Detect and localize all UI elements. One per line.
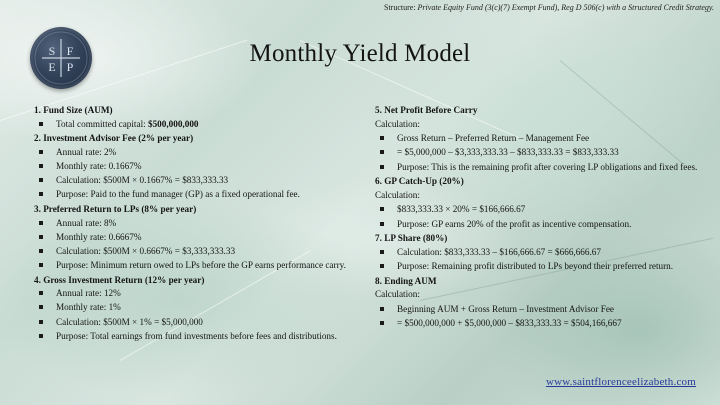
list-item [375, 204, 705, 216]
section-title: 3. Preferred Return to LPs (8% per year) [34, 203, 197, 214]
bullet-icon [39, 164, 43, 168]
list-item [34, 302, 352, 314]
bullet-icon [380, 165, 384, 169]
item-text: Purpose: This is the remaining profit after covering LP obligations and fixed fees. [397, 161, 698, 172]
list-item [34, 161, 352, 173]
bullet-icon [380, 321, 384, 325]
structure-text: Private Equity Fund (3(c)(7) Exempt Fund), Reg D 506(c) with a Structured Credit Strategy. [417, 3, 714, 12]
seal-letter: F [66, 44, 74, 58]
bullet-icon [380, 136, 384, 140]
section-title: 7. LP Share (80%) [375, 233, 448, 244]
bullet-icon [39, 221, 43, 225]
list-item [34, 119, 352, 131]
calculation-label: Calculation: [375, 289, 420, 300]
calculation-label: Calculation: [375, 189, 420, 200]
bullet-icon [39, 334, 43, 338]
item-text: Annual rate: 2% [56, 146, 117, 157]
list-item [375, 133, 705, 145]
list-item [34, 260, 352, 272]
item-text: Calculation: $833,333.33 – $166,666.67 = $666,666.67 [397, 246, 601, 257]
item-text: Beginning AUM + Gross Return – Investment Advisor Fee [397, 303, 614, 314]
bullet-icon [380, 307, 384, 311]
bullet-icon [380, 250, 384, 254]
list-item [375, 304, 705, 316]
bullet-icon [380, 150, 384, 154]
bullet-icon [39, 150, 43, 154]
structure-note [384, 3, 714, 12]
section-title: 8. Ending AUM [375, 275, 437, 286]
bullet-list [34, 288, 352, 342]
bullet-icon [39, 291, 43, 295]
list-item [375, 162, 705, 174]
bullet-list [375, 247, 705, 273]
item-text: Purpose: Minimum return owed to LPs before the GP earns performance carry. [56, 260, 346, 271]
bullet-icon [380, 264, 384, 268]
right-column [375, 105, 705, 332]
left-column [34, 105, 352, 345]
list-item [34, 331, 352, 343]
item-text: Calculation: $500M × 0.6667% = $3,333,333.33 [56, 245, 236, 256]
website-link[interactable]: www.saintflorenceelizabeth.com [545, 376, 696, 388]
bullet-list [375, 304, 705, 330]
section-title: 2. Investment Advisor Fee (2% per year) [34, 133, 194, 144]
seal-letter: P [66, 60, 74, 74]
section-title: 5. Net Profit Before Carry [375, 105, 478, 115]
item-text: Annual rate: 8% [56, 217, 117, 228]
item-text: Monthly rate: 0.1667% [56, 160, 142, 171]
item-text: = $5,000,000 – $3,333,333.33 – $833,333.33 = $833,333.33 [397, 147, 619, 158]
item-text: Calculation: $500M × 0.1667% = $833,333.33 [56, 175, 229, 186]
item-value: $500,000,000 [147, 118, 199, 129]
bullet-list [34, 218, 352, 272]
item-text: Annual rate: 12% [56, 288, 121, 299]
section-title: 1. Fund Size (AUM) [34, 105, 113, 115]
bullet-icon [39, 122, 43, 126]
item-text: Monthly rate: 1% [56, 302, 121, 313]
bullet-icon [39, 178, 43, 182]
list-item [375, 219, 705, 231]
bullet-icon [39, 305, 43, 309]
seal-letter: S [48, 44, 56, 58]
item-text: Purpose: Total earnings from fund investments before fees and distributions. [56, 330, 337, 341]
calculation-label: Calculation: [375, 118, 420, 129]
list-item [375, 247, 705, 259]
list-item [34, 232, 352, 244]
item-text: Calculation: $500M × 1% = $5,000,000 [56, 316, 203, 327]
item-text: Purpose: Remaining profit distributed to LPs beyond their preferred return. [397, 260, 674, 271]
bullet-icon [39, 249, 43, 253]
bullet-list [375, 204, 705, 230]
list-item [34, 288, 352, 300]
item-label: Total committed capital: [56, 118, 148, 129]
structure-label: Structure: [384, 3, 416, 12]
list-item [375, 261, 705, 273]
bullet-icon [39, 320, 43, 324]
section-title: 6. GP Catch-Up (20%) [375, 176, 464, 187]
item-text: Gross Return – Preferred Return – Management Fee [397, 133, 590, 144]
list-item [34, 246, 352, 258]
list-item [34, 189, 352, 201]
item-text: Monthly rate: 0.6667% [56, 231, 142, 242]
bullet-list [34, 119, 352, 131]
item-text: Purpose: Paid to the fund manager (GP) as a fixed operational fee. [56, 189, 300, 200]
bullet-icon [380, 222, 384, 226]
item-text: $833,333.33 × 20% = $166,666.67 [397, 204, 526, 215]
list-item [34, 147, 352, 159]
item-text: Purpose: GP earns 20% of the profit as incentive compensation. [397, 218, 632, 229]
page-title: Monthly Yield Model [249, 40, 471, 67]
bullet-list [375, 133, 705, 173]
bullet-list [34, 147, 352, 201]
bullet-icon [380, 207, 384, 211]
list-item [34, 218, 352, 230]
list-item [34, 317, 352, 329]
item-text: = $500,000,000 + $5,000,000 – $833,333.33 = $504,166,667 [397, 317, 622, 328]
list-item [375, 318, 705, 330]
section-title: 4. Gross Investment Return (12% per year) [34, 274, 205, 285]
list-item [375, 147, 705, 159]
seal-letter: E [48, 60, 56, 74]
bullet-icon [39, 263, 43, 267]
list-item [34, 175, 352, 187]
bullet-icon [39, 235, 43, 239]
bullet-icon [39, 192, 43, 196]
